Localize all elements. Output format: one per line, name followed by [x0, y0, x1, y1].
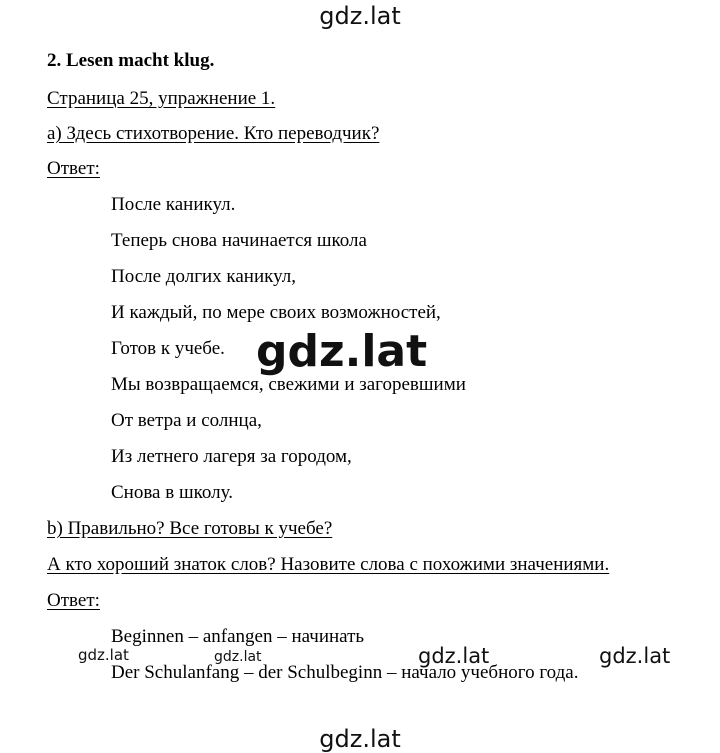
poem-line: Готов к учебе.	[111, 338, 225, 359]
page-reference: Страница 25, упражнение 1.	[47, 88, 276, 109]
watermark-top: gdz.lat	[319, 2, 401, 30]
answer-label: Ответ:	[47, 158, 100, 179]
task-a-text: а) Здесь стихотворение. Кто переводчик?	[47, 123, 380, 144]
poem-line: Теперь снова начинается школа	[111, 230, 367, 251]
poem-line: Снова в школу.	[111, 482, 233, 503]
watermark-bottom: gdz.lat	[319, 725, 401, 753]
poem-line: Из летнего лагеря за городом,	[111, 446, 352, 467]
watermark-center: gdz.lat	[256, 326, 428, 377]
poem-line: После каникул.	[111, 194, 236, 215]
poem-line: И каждый, по мере своих возможностей,	[111, 302, 441, 323]
word-line: Der Schulanfang – der Schulbeginn – начало учебного года.	[111, 662, 579, 683]
task-b-question: b) Правильно? Все готовы к учебе?	[47, 518, 333, 539]
poem-line: После долгих каникул,	[111, 266, 296, 287]
watermark-small: gdz.lat	[599, 644, 671, 668]
task-b-instruction: А кто хороший знаток слов? Назовите слова с похожими значениями.	[47, 554, 610, 575]
exercise-heading: 2. Lesen macht klug.	[47, 50, 215, 71]
poem-line: Мы возвращаемся, свежими и загоревшими	[111, 374, 466, 395]
word-line: Beginnen – anfangen – начинать	[111, 626, 365, 647]
answer-label: Ответ:	[47, 590, 100, 611]
poem-line: От ветра и солнца,	[111, 410, 262, 431]
watermark-small: gdz.lat	[78, 646, 129, 664]
watermark-small: gdz.lat	[214, 649, 262, 665]
watermark-small: gdz.lat	[418, 644, 490, 668]
